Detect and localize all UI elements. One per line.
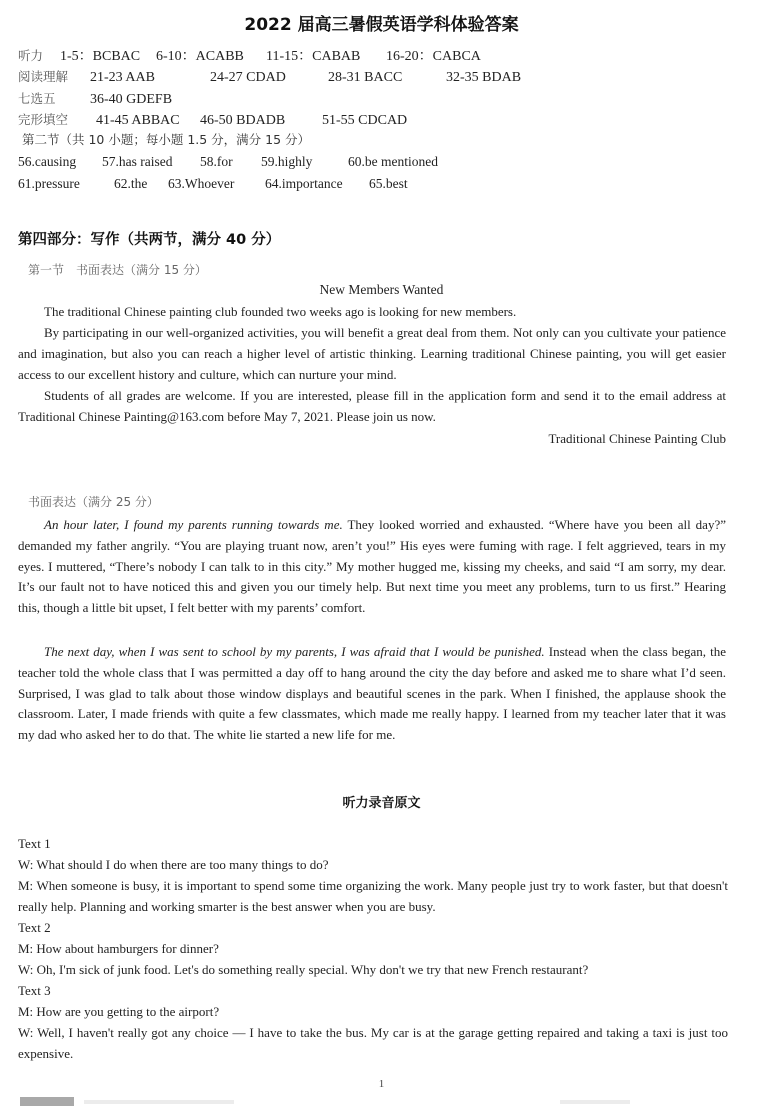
story-body: They looked worried and exhausted. “Where have you been all day?” demanded my father angrily. “You are playing truant now, aren’t you!” His eyes were fuming with rage. I felt aggrieved, tears in my eyes. I muttered, “There’s nobody I can talk to in this city.” My mother hugged me, kissing my cheeks, and said “I am sorry, my dear. It’s our fault not to have noticed this and given you our timely help. But next time you meet any problems, turn to us first.” Hearing this, though a little bit upset, I felt better with my parents’ comfort. bbox=[18, 517, 726, 616]
page-title: 2022 届高三暑假英语学科体验答案 bbox=[244, 15, 519, 35]
writing-part-heading: 第四部分：写作（共两节，满分 40 分） bbox=[18, 232, 281, 248]
footer-bar bbox=[20, 1097, 74, 1106]
answer-group: 24-27 CDAD bbox=[210, 70, 286, 85]
footer-faint-text bbox=[84, 1100, 234, 1104]
script-line: M: When someone is busy, it is important to spend some time organizing the work. Many people just try to work faster, but that doesn't really help. Planning and working smarter is the best answer when you are busy. bbox=[18, 878, 728, 914]
script-line: W: What should I do when there are too many things to do? bbox=[18, 857, 329, 872]
fill-answer: 57.has raised bbox=[102, 154, 173, 169]
seven-label: 七选五 bbox=[18, 91, 56, 106]
reading-answers bbox=[18, 67, 521, 86]
section-two-heading: 第二节（共 10 小题；每小题 1.5 分，满分 15 分） bbox=[22, 132, 311, 147]
cloze-answers bbox=[18, 110, 407, 129]
answer-group: 46-50 BDADB bbox=[200, 113, 286, 128]
writing-section-two-heading: 书面表达（满分 25 分） bbox=[28, 495, 159, 509]
fill-answer: 65.best bbox=[369, 176, 408, 191]
cloze-label: 完形填空 bbox=[18, 112, 69, 127]
answer-group: 1-5：BCBAC bbox=[60, 49, 141, 64]
answer-group: 41-45 ABBAC bbox=[96, 113, 180, 128]
script-text-label: Text 2 bbox=[18, 920, 51, 935]
script-text-label: Text 1 bbox=[18, 836, 51, 851]
essay-paragraph: The traditional Chinese painting club founded two weeks ago is looking for new members. bbox=[44, 304, 517, 319]
story-paragraph-1 bbox=[18, 515, 726, 619]
answer-group: 6-10：ACABB bbox=[156, 49, 244, 64]
answer-group: 21-23 AAB bbox=[90, 70, 155, 85]
fill-answer: 60.be mentioned bbox=[348, 154, 438, 169]
fill-answer: 64.importance bbox=[265, 176, 343, 191]
essay-signature: Traditional Chinese Painting Club bbox=[548, 431, 726, 446]
writing-section-one-heading: 第一节 书面表达（满分 15 分） bbox=[28, 263, 207, 277]
listening-script-heading: 听力录音原文 bbox=[342, 796, 421, 811]
answer-group: 32-35 BDAB bbox=[446, 70, 522, 85]
fill-answer: 62.the bbox=[114, 176, 148, 191]
script-line: W: Well, I haven't really got any choice — I have to take the bus. My car is at the garage getting repaired and taking a taxi is just too expensive. bbox=[18, 1025, 728, 1061]
script-line: M: How about hamburgers for dinner? bbox=[18, 941, 219, 956]
story-lead-sentence: An hour later, I found my parents running towards me. bbox=[44, 517, 343, 532]
reading-label: 阅读理解 bbox=[18, 69, 69, 84]
listening-answers bbox=[18, 45, 481, 65]
listening-label: 听力 bbox=[18, 48, 44, 63]
fill-answer: 59.highly bbox=[261, 154, 313, 169]
fill-answer: 63.Whoever bbox=[168, 176, 235, 191]
page-number: 1 bbox=[378, 1078, 385, 1090]
fill-answer: 61.pressure bbox=[18, 176, 80, 191]
essay-paragraph: Students of all grades are welcome. If you are interested, please fill in the application form and send it to the email address at Traditional Chinese Painting@163.com before May 7, 2021. Please join us now. bbox=[18, 388, 726, 424]
essay-title: New Members Wanted bbox=[319, 282, 444, 297]
story-lead-sentence: The next day, when I was sent to school by my parents, I was afraid that I would be punished. bbox=[44, 644, 545, 659]
story-paragraph-2 bbox=[18, 642, 726, 746]
answer-group: 51-55 CDCAD bbox=[322, 113, 408, 128]
answer-group: 36-40 GDEFB bbox=[90, 92, 173, 107]
script-text-label: Text 3 bbox=[18, 983, 51, 998]
answer-group: 11-15：CABAB bbox=[266, 49, 361, 64]
script-line: M: How are you getting to the airport? bbox=[18, 1004, 220, 1019]
fill-answer: 56.causing bbox=[18, 154, 77, 169]
script-line: W: Oh, I'm sick of junk food. Let's do something really special. Why don't we try that new French restaurant? bbox=[18, 962, 589, 977]
seven-choice-answers bbox=[18, 89, 172, 108]
answer-group: 28-31 BACC bbox=[328, 70, 403, 85]
fill-answer: 58.for bbox=[200, 154, 233, 169]
answer-group: 16-20：CABCA bbox=[386, 49, 481, 64]
essay-paragraph: By participating in our well-organized activities, you will benefit a great deal from them. Not only can you cultivate your patience and imagination, but also you can reach a higher level of artistic thinking. Learning traditional Chinese painting, you will get easier access to our excellent history and culture, which can nurture your mind. bbox=[18, 325, 726, 382]
story-body: Instead when the class began, the teacher told the whole class that I was permitted a day off to hang around the city the day before and asked me to share what I’d seen. Surprised, I was glad to talk about those window displays and beautiful scenes in the park. When I finished, the applause shook the classroom. Later, I made friends with quite a few classmates, which made me really happy. I learned from my teacher later that it was my dad who asked her to do that. The white lie started a new life for me. bbox=[18, 644, 726, 743]
footer-faint-text bbox=[560, 1100, 630, 1104]
